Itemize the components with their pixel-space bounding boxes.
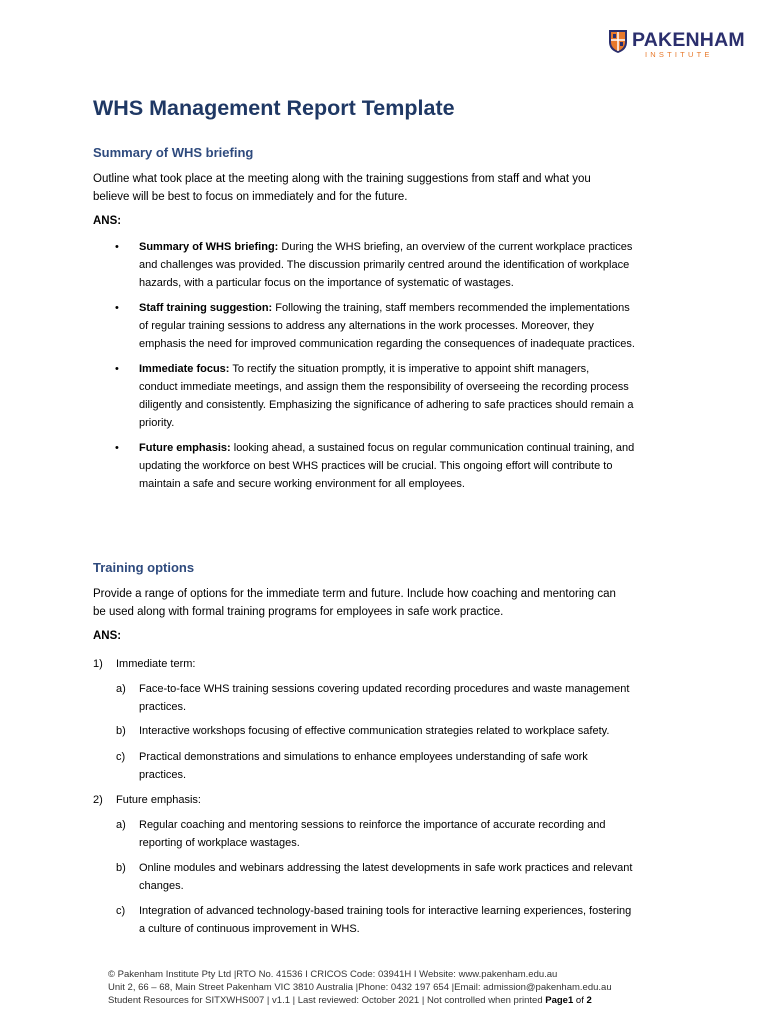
footer-line-address: Unit 2, 66 – 68, Main Street Pakenham VIC 3810 Australia |Phone: 0432 197 654 |Email: admission@pakenham.edu.au: [108, 982, 612, 993]
footer-line-copyright: © Pakenham Institute Pty Ltd |RTO No. 41536 I CRICOS Code: 03941H I Website: www.pakenham.edu.au: [108, 969, 558, 980]
bullet-line: and challenges was provided. The discussion primarily centred around the identification of workplace: [139, 259, 630, 271]
list-item: [139, 722, 679, 740]
list-item: [139, 748, 679, 784]
bullet-dot: •: [115, 241, 119, 253]
list-item: [139, 680, 679, 716]
bullet-line: diligently and consistently. Emphasizing the significance of adhering to safe practices should remain a: [139, 399, 634, 411]
sub-letter: b): [116, 725, 126, 737]
list-item-line: a culture of continuous improvement in WHS.: [139, 923, 360, 935]
bullet-text: looking ahead, a sustained focus on regular communication continual training, and: [230, 442, 635, 454]
list-item-line: Face-to-face WHS training sessions covering updated recording procedures and waste management: [139, 683, 630, 695]
list-heading-immediate-term: Immediate term:: [116, 658, 196, 670]
bullet-dot: •: [115, 442, 119, 454]
section-heading-training-options: Training options: [93, 560, 195, 575]
list-item-line: Integration of advanced technology-based training tools for interactive learning experiences, fostering: [139, 905, 632, 917]
bullet-label: Staff training suggestion:: [139, 302, 273, 314]
footer: [108, 968, 612, 1007]
page-current: 1: [567, 995, 574, 1006]
logo-subtitle: INSTITUTE: [645, 50, 713, 59]
logo: [608, 28, 748, 58]
bullet-label: Immediate focus:: [139, 363, 230, 375]
bullet-line: maintain a safe and secure working environment for all employees.: [139, 478, 465, 490]
sub-letter: a): [116, 683, 126, 695]
sub-letter: b): [116, 862, 126, 874]
footer-resources-text: Student Resources for SITXWHS007 | v1.1 | Last reviewed: October 2021 | Not controlled when printed: [108, 995, 546, 1006]
bullet-immediate-focus: [139, 360, 684, 432]
bullet-line: hazards, with a particular focus on the importance of systematic of wastages.: [139, 277, 514, 289]
footer-line-resources: [108, 994, 612, 1007]
sub-letter: c): [116, 905, 126, 917]
bullet-line: priority.: [139, 417, 175, 429]
section2-intro-line1: Provide a range of options for the immediate term and future. Include how coaching and mentoring can: [93, 588, 616, 600]
bullet-line: [139, 439, 684, 457]
page-number: [545, 995, 592, 1006]
list-item-line: changes.: [139, 880, 184, 892]
list-item: [139, 902, 679, 938]
list-item-line: reporting of workplace wastages.: [139, 837, 300, 849]
list-heading-future-emphasis: Future emphasis:: [116, 794, 201, 806]
bullet-line: conduct immediate meetings, and assign them the responsibility of overseeing the recording process: [139, 381, 629, 393]
bullet-future-emphasis: [139, 439, 684, 493]
bullet-line: [139, 360, 684, 378]
section2-ans: ANS:: [93, 630, 122, 642]
bullet-label: Future emphasis:: [139, 442, 231, 454]
bullet-line: updating the workforce on best WHS practices will be crucial. This ongoing effort will contribute to: [139, 460, 613, 472]
section2-intro-line2: be used along with formal training programs for employees in safe work practice.: [93, 606, 504, 618]
list-item-line: Online modules and webinars addressing the latest developments in safe work practices and relevant: [139, 862, 633, 874]
bullet-staff-training: [139, 299, 684, 353]
shield-icon: [608, 28, 628, 54]
section1-intro-line1: Outline what took place at the meeting along with the training suggestions from staff and what you: [93, 173, 591, 185]
section-heading-summary: Summary of WHS briefing: [93, 145, 254, 160]
list-item-line: Interactive workshops focusing of effective communication strategies related to workplace safety.: [139, 725, 610, 737]
bullet-dot: •: [115, 302, 119, 314]
page-prefix: Page: [545, 995, 568, 1006]
list-item-line: Regular coaching and mentoring sessions to reinforce the importance of accurate recording and: [139, 819, 606, 831]
list-item-line: Practical demonstrations and simulations to enhance employees understanding of safe work: [139, 751, 588, 763]
logo-name: PAKENHAM: [632, 29, 745, 51]
list-number: 2): [93, 794, 103, 806]
section1-intro-line2: believe will be best to focus on immediately and for the future.: [93, 191, 408, 203]
sub-letter: a): [116, 819, 126, 831]
bullet-line: emphasis the need for improved communication regarding the consequences of inadequate practices.: [139, 338, 635, 350]
sub-letter: c): [116, 751, 126, 763]
list-item-line: practices.: [139, 769, 187, 781]
bullet-line: of regular training sessions to address any alternations in the work processes. Moreover, they: [139, 320, 594, 332]
bullet-text: During the WHS briefing, an overview of the current workplace practices: [278, 241, 633, 253]
bullet-text: Following the training, staff members recommended the implementations: [272, 302, 630, 314]
bullet-line: [139, 299, 684, 317]
list-number: 1): [93, 658, 103, 670]
page-title: WHS Management Report Template: [93, 96, 455, 120]
bullet-label: Summary of WHS briefing:: [139, 241, 279, 253]
list-item: [139, 859, 679, 895]
section1-ans: ANS:: [93, 215, 122, 227]
page-of: of: [573, 995, 587, 1006]
list-item: [139, 816, 679, 852]
page-total: 2: [586, 995, 592, 1006]
list-item-line: practices.: [139, 701, 187, 713]
bullet-dot: •: [115, 363, 119, 375]
bullet-text: To rectify the situation promptly, it is imperative to appoint shift managers,: [229, 363, 590, 375]
bullet-line: [139, 238, 684, 256]
bullet-summary: [139, 238, 684, 292]
